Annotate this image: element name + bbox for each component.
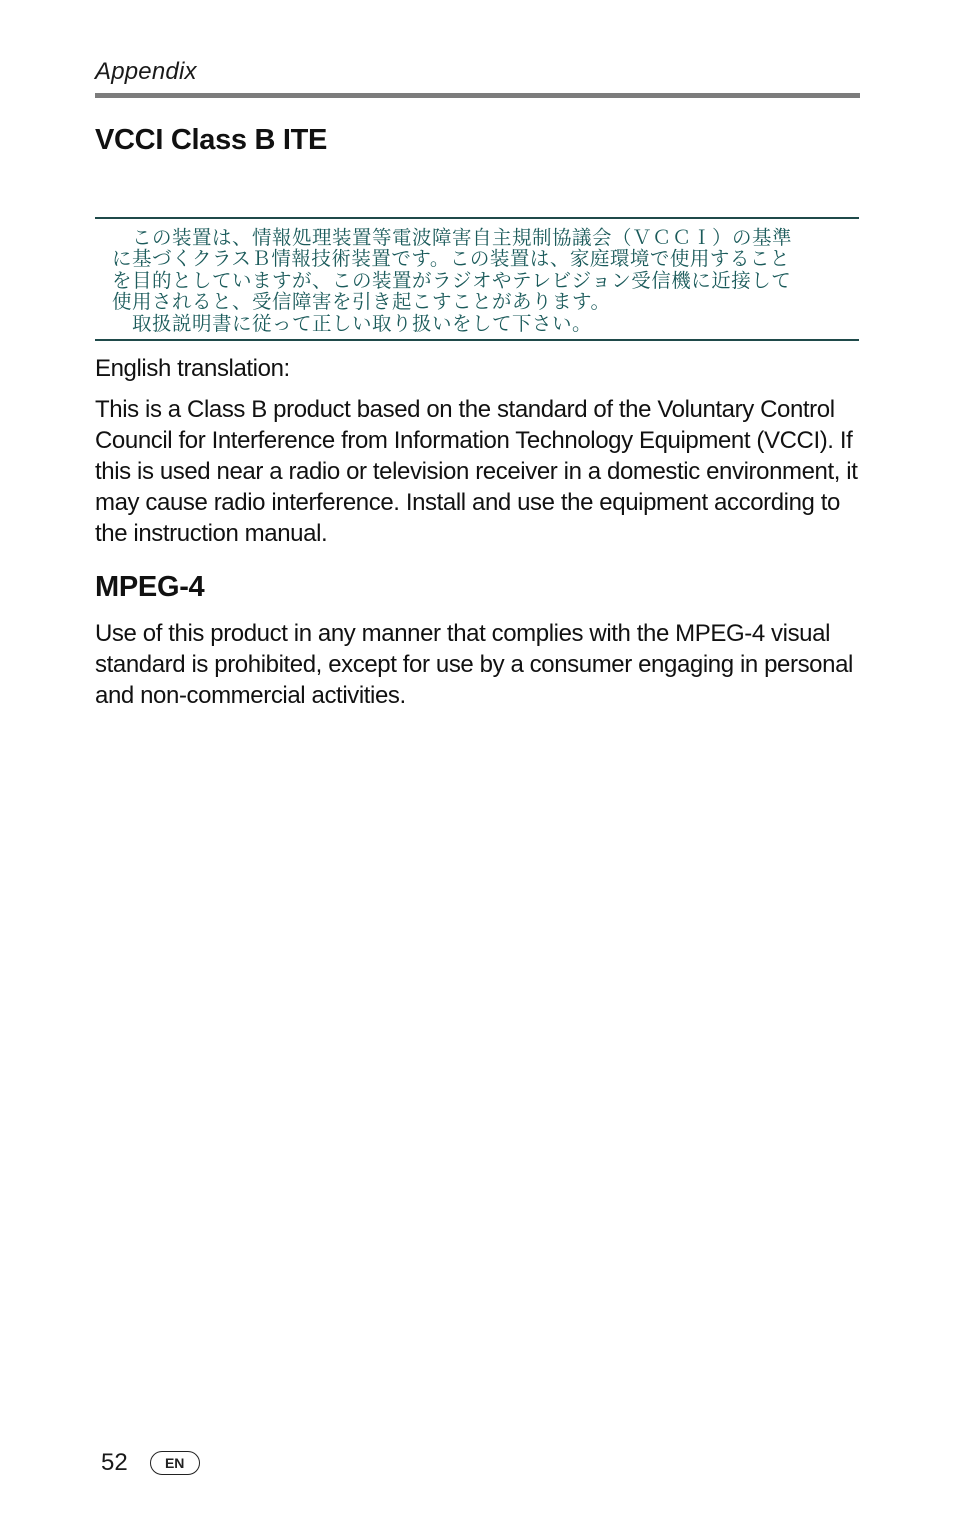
page-footer	[101, 1449, 200, 1477]
translation-label: English translation:	[95, 355, 290, 382]
translation-paragraph: This is a Class B product based on the standard of the Voluntary Control Council for Interference from Information Technology Equipment (VCCI). If this is used near a radio or television receiver in a domestic environment, it may cause radio interference. Install and use the equipment according to the instruction manual.	[95, 396, 858, 547]
header-rule	[95, 93, 860, 98]
vcci-japanese-notice-box	[95, 217, 859, 341]
language-badge: EN	[150, 1451, 200, 1475]
vcci-japanese-notice: この装置は、情報処理装置等電波障害自主規制協議会（ＶＣＣＩ）の基準 に基づくクラスＢ情報技術装置です。この装置は、家庭環境で使用すること を目的としていますが、この装置がラジオやテレビジョン受信機に近接して 使用されると、受信障害を引き起こすことがあります。 取扱説明書に従って正しい取り扱いをして下さい。	[112, 226, 793, 335]
vcci-section-title: VCCI Class B ITE	[95, 124, 328, 156]
mpeg-paragraph: Use of this product in any manner that complies with the MPEG-4 visual standard is prohibited, except for use by a consumer engaging in personal and non-commercial activities.	[95, 620, 853, 709]
page-number: 52	[101, 1449, 128, 1476]
running-header: Appendix	[95, 58, 197, 85]
mpeg-section-title: MPEG-4	[95, 571, 205, 603]
